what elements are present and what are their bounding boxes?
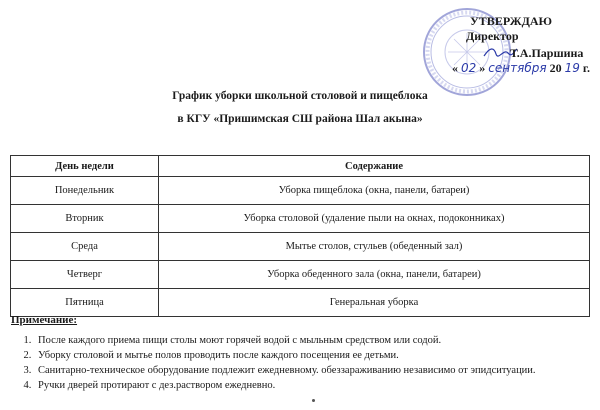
cell-content: Мытье столов, стульев (обеденный зал)	[159, 233, 590, 261]
table-row	[11, 177, 590, 205]
table-row	[11, 289, 590, 317]
director-name: Т.А.Паршина	[510, 46, 584, 60]
date-year: 19	[564, 61, 580, 75]
list-item: 3. Санитарно-техническое оборудование подлежит ежедневному. обеззараживанию независимо от эпидситуации.	[34, 363, 600, 378]
table-header-row	[11, 156, 590, 177]
cell-day: Четверг	[11, 261, 159, 289]
header-content: Содержание	[159, 156, 590, 177]
date-month: сентября	[488, 61, 547, 75]
director-label: Директор	[466, 29, 519, 43]
list-item: 1. После каждого приема пищи столы моют горячей водой с мыльным средством или содой.	[34, 333, 600, 348]
list-item: 2. Уборку столовой и мытье полов проводить после каждого посещения ее детьми.	[34, 348, 600, 363]
table-row	[11, 205, 590, 233]
document-subtitle: в КГУ «Пришимская СШ района Шал акына»	[177, 113, 423, 125]
cell-content: Уборка столовой (удаление пыли на окнах, подоконниках)	[159, 205, 590, 233]
notes-list	[0, 333, 600, 393]
cell-content: Уборка обеденного зала (окна, панели, батареи)	[159, 261, 590, 289]
cell-day: Пятница	[11, 289, 159, 317]
table-row	[11, 261, 590, 289]
notes-title: Примечание:	[11, 314, 78, 326]
approval-title: УТВЕРЖДАЮ	[470, 14, 553, 28]
table-row	[11, 233, 590, 261]
date-day: 02	[461, 61, 477, 75]
approval-date: « 02 » сентября 20 19 г.	[452, 61, 590, 75]
list-item: 4. Ручки дверей протирают с дез.раствором ежедневно.	[34, 378, 600, 393]
header-day: День недели	[11, 156, 159, 177]
cell-content: Уборка пищеблока (окна, панели, батареи)	[159, 177, 590, 205]
cell-day: Понедельник	[11, 177, 159, 205]
cell-content: Генеральная уборка	[159, 289, 590, 317]
cleaning-schedule-table	[10, 155, 590, 317]
cell-day: Среда	[11, 233, 159, 261]
cell-day: Вторник	[11, 205, 159, 233]
page-dot	[312, 399, 315, 402]
document-title: График уборки школьной столовой и пищеблока	[172, 90, 428, 102]
